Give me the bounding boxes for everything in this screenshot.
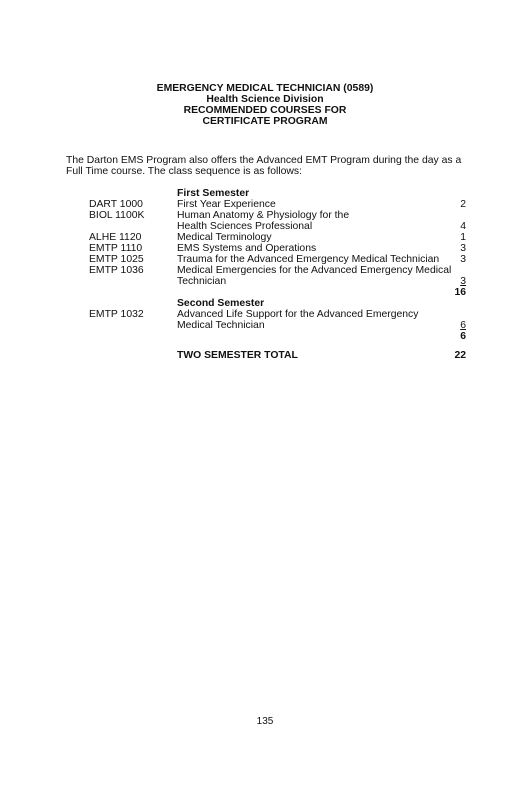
course-title: EMS Systems and Operations xyxy=(177,243,317,254)
semester-heading-first: First Semester xyxy=(177,188,250,199)
semester-total-second: 6 xyxy=(460,331,466,342)
course-code: EMTP 1032 xyxy=(89,309,144,320)
header-subtitle-2: CERTIFICATE PROGRAM xyxy=(202,116,328,127)
course-code: DART 1000 xyxy=(89,199,143,210)
course-credits: 1 xyxy=(460,232,466,243)
course-title-continued: Medical Technician xyxy=(177,320,265,331)
semester-heading-second: Second Semester xyxy=(177,298,265,309)
course-code: ALHE 1120 xyxy=(89,232,142,243)
document-header xyxy=(0,83,530,127)
header-subtitle-1: RECOMMENDED COURSES FOR xyxy=(183,105,347,116)
course-title: First Year Experience xyxy=(177,199,276,210)
course-title: Medical Terminology xyxy=(177,232,272,243)
course-credits: 3 xyxy=(460,254,466,265)
intro-paragraph: The Darton EMS Program also offers the Advanced EMT Program during the day as a Full Time course. The class sequence is as follows: xyxy=(66,155,462,178)
course-code: EMTP 1025 xyxy=(89,254,144,265)
course-title: Human Anatomy & Physiology for the xyxy=(177,210,350,221)
course-title: Medical Emergencies for the Advanced Emergency Medical xyxy=(177,265,452,276)
division-name: Health Science Division xyxy=(206,94,324,105)
course-title-continued: Health Sciences Professional xyxy=(177,221,313,232)
page-number: 135 xyxy=(256,716,274,727)
course-code: EMTP 1110 xyxy=(89,243,143,254)
course-credits: 3 xyxy=(460,276,466,287)
grand-total-label: TWO SEMESTER TOTAL xyxy=(177,350,298,361)
semester-total-first: 16 xyxy=(454,287,466,298)
grand-total-value: 22 xyxy=(454,350,466,361)
course-code: BIOL 1100K xyxy=(89,210,145,221)
course-title: Trauma for the Advanced Emergency Medical Technician xyxy=(177,254,440,265)
course-title: Advanced Life Support for the Advanced Emergency xyxy=(177,309,419,320)
course-credits: 2 xyxy=(460,199,466,210)
program-title: EMERGENCY MEDICAL TECHNICIAN (0589) xyxy=(156,83,374,94)
course-credits: 4 xyxy=(460,221,466,232)
course-title-continued: Technician xyxy=(177,276,227,287)
course-credits: 3 xyxy=(460,243,466,254)
course-code: EMTP 1036 xyxy=(89,265,144,276)
course-credits: 6 xyxy=(460,320,466,331)
